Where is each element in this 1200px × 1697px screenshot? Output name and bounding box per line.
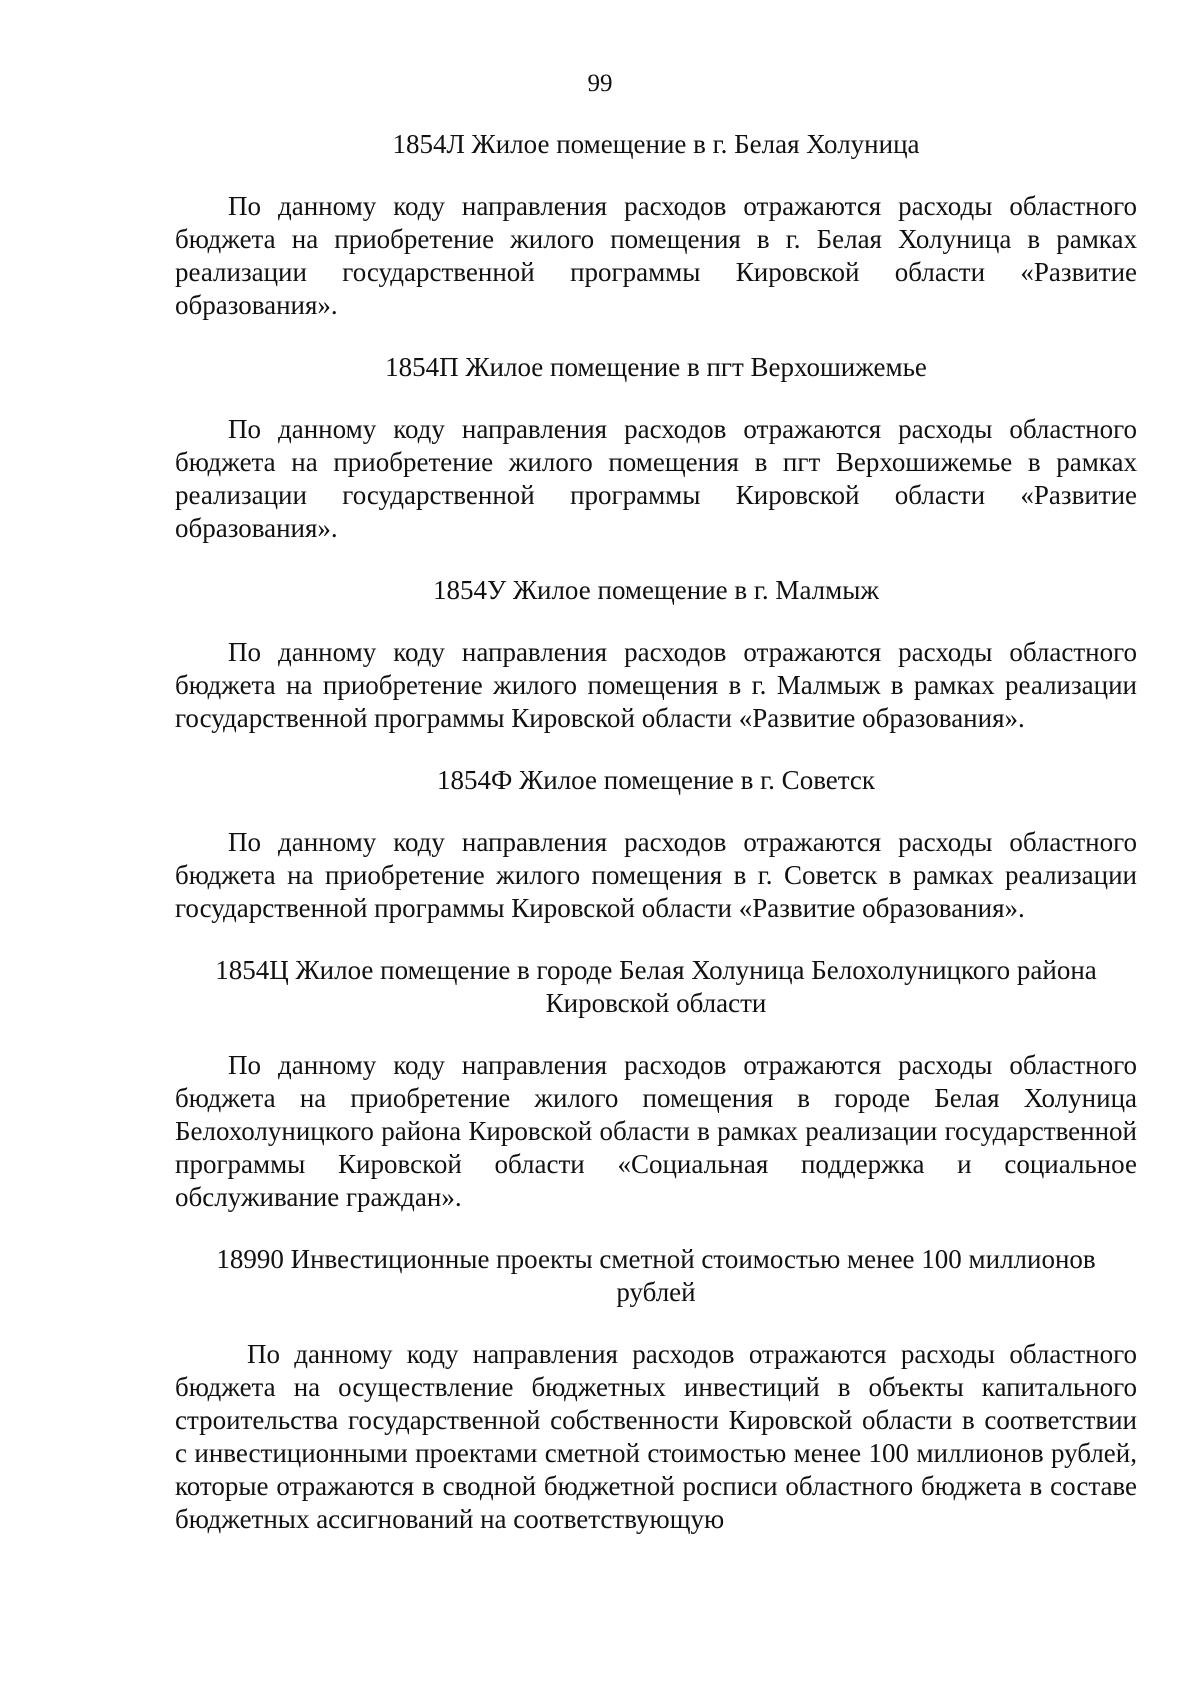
section-heading: [175, 1243, 1137, 1309]
page-number: 99: [587, 70, 613, 97]
heading-line: 18990 Инвестиционные проекты сметной стоимостью менее 100 миллионов: [216, 1244, 1096, 1274]
section-heading: [175, 351, 1137, 384]
heading-line: 1854Ф Жилое помещение в г. Советск: [436, 765, 875, 795]
section-paragraph: По данному коду направления расходов отражаются расходы областного бюджета на приобретение жилого помещения в г. Малмыж в рамках реализации государственной программы Кировской области «Развитие образования».: [175, 637, 1137, 733]
heading-line: 1854П Жилое помещение в пгт Верхошижемье: [385, 352, 927, 382]
section-heading: [175, 954, 1137, 1020]
section-paragraph: По данному коду направления расходов отражаются расходы областного бюджета на приобретение жилого помещения в пгт Верхошижемье в рамках реализации государственной программы Кировской области «Развитие образования».: [175, 414, 1137, 543]
heading-line: 1854Л Жилое помещение в г. Белая Холуница: [392, 129, 920, 159]
heading-line: Кировской области: [545, 988, 767, 1018]
document-body: [175, 128, 1137, 1536]
heading-line: 1854Ц Жилое помещение в городе Белая Холуница Белохолуницкого района: [215, 955, 1097, 985]
section-paragraph: По данному коду направления расходов отражаются расходы областного бюджета на приобретение жилого помещения в г. Советск в рамках реализации государственной программы Кировской области «Развитие образования».: [175, 827, 1137, 923]
section-paragraph: По данному коду направления расходов отражаются расходы областного бюджета на приобретение жилого помещения в г. Белая Холуница в рамках реализации государственной программы Кировской области «Развитие образования».: [175, 191, 1137, 320]
section-paragraph: По данному коду направления расходов отражаются расходы областного бюджета на осуществление бюджетных инвестиций в объекты капитального строительства государственной собственности Кировской области в соответствии с инвестиционными проектами сметной стоимостью менее 100 миллионов рублей, которые отражаются в сводной бюджетной росписи областного бюджета в составе бюджетных ассигнований на соответствующую: [175, 1339, 1137, 1534]
section-paragraph: По данному коду направления расходов отражаются расходы областного бюджета на приобретение жилого помещения в городе Белая Холуница Белохолуницкого района Кировской области в рамках реализации государственной программы Кировской области «Социальная поддержка и социальное обслуживание граждан».: [175, 1050, 1137, 1212]
heading-line: 1854У Жилое помещение в г. Малмыж: [432, 575, 880, 605]
section-heading: [175, 764, 1137, 797]
heading-line: рублей: [616, 1277, 696, 1307]
section-heading: [175, 128, 1137, 161]
section-heading: [175, 574, 1137, 607]
